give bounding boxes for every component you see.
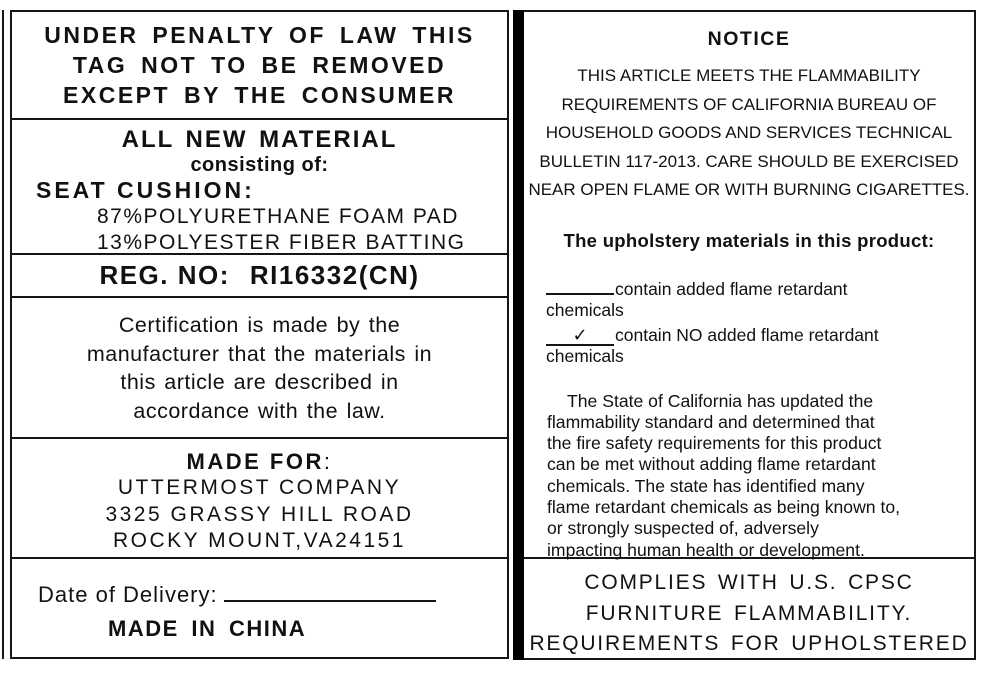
made-for-company: UTTERMOST COMPANY: [117, 476, 402, 499]
compliance-line-3: REQUIREMENTS FOR UPHOLSTERED: [529, 632, 969, 655]
made-for-colon: :: [323, 449, 333, 474]
material-title: ALL NEW MATERIAL: [121, 126, 398, 153]
state-line-5: chemicals. The state has identified many: [547, 475, 865, 496]
certification-line-4: accordance with the law.: [133, 398, 386, 423]
state-line-7: or strongly suspected of, adversely: [547, 518, 819, 539]
state-line-8: impacting human health or development.: [547, 539, 865, 560]
penalty-warning-section: [12, 12, 507, 118]
state-line-2: flammability standard and determined that: [547, 411, 875, 432]
material-composition-1: 87%POLYURETHANE FOAM PAD: [97, 205, 459, 228]
check-icon: ✓: [546, 325, 614, 346]
made-in-china-label: MADE IN CHINA: [108, 616, 307, 641]
notice-line-5: NEAR OPEN FLAME OR WITH BURNING CIGARETTES.: [528, 180, 970, 199]
date-of-delivery-label: Date of Delivery:: [38, 582, 218, 607]
left-edge-line: [2, 10, 4, 659]
certification-line-2: manufacturer that the materials in: [86, 341, 433, 366]
state-of-california-paragraph: [524, 391, 974, 561]
material-section: [12, 118, 507, 253]
notice-line-1: THIS ARTICLE MEETS THE FLAMMABILITY: [577, 66, 921, 85]
notice-paragraph: [524, 62, 974, 205]
state-line-6: flame retardant chemicals as being known to,: [547, 496, 901, 517]
registration-section: [12, 253, 507, 296]
compliance-section: [524, 557, 974, 660]
date-of-delivery-row: [12, 580, 507, 609]
certification-line-1: Certification is made by the: [118, 313, 401, 337]
date-blank-line: [224, 580, 436, 602]
notice-section: [524, 12, 974, 560]
state-line-3: the fire safety requirements for this product: [547, 433, 882, 454]
option-text-continued: chemicals: [546, 300, 624, 320]
notice-line-2: REQUIREMENTS OF CALIFORNIA BUREAU OF: [561, 94, 937, 114]
made-for-title: [12, 448, 507, 475]
made-for-street: 3325 GRASSY HILL ROAD: [105, 502, 414, 526]
left-column: [10, 10, 509, 659]
material-part-name: SEAT CUSHION:: [36, 177, 255, 203]
penalty-line-3: EXCEPT BY THE CONSUMER: [63, 82, 456, 108]
made-for-city: ROCKY MOUNT,VA24151: [113, 529, 406, 552]
material-subtitle: consisting of:: [190, 154, 329, 176]
notice-title: NOTICE: [707, 28, 791, 50]
penalty-line-1: UNDER PENALTY OF LAW THIS: [44, 22, 475, 48]
option-row: [546, 274, 974, 301]
delivery-section: [12, 557, 507, 657]
registration-label: REG. NO:: [99, 260, 230, 290]
compliance-line-1: COMPLIES WITH U.S. CPSC: [584, 571, 914, 594]
notice-line-3: HOUSEHOLD GOODS AND SERVICES TECHNICAL: [545, 123, 953, 142]
right-column: [524, 10, 976, 660]
option-contain-retardant: [546, 274, 974, 322]
option-row: [546, 325, 974, 347]
option-blank-line: [546, 274, 614, 295]
material-composition-2: 13%POLYESTER FIBER BATTING: [97, 231, 466, 253]
state-line-1: The State of California has updated the: [567, 390, 874, 411]
registration-number: RI16332(CN): [249, 260, 420, 290]
option-text-continued: chemicals: [546, 346, 624, 366]
option-text: contain added flame retardant: [615, 278, 848, 299]
option-text: contain NO added flame retardant: [615, 324, 879, 345]
upholstery-options: [524, 274, 974, 368]
column-divider-bar: [513, 10, 524, 660]
certification-line-3: this article are described in: [120, 370, 399, 394]
notice-line-4: BULLETIN 117-2013. CARE SHOULD BE EXERCISED: [539, 151, 959, 171]
made-for-section: [12, 437, 507, 557]
state-line-4: can be met without adding flame retardant: [547, 454, 876, 475]
penalty-line-2: TAG NOT TO BE REMOVED: [72, 52, 447, 78]
compliance-line-2: FURNITURE FLAMMABILITY.: [585, 601, 913, 625]
option-no-retardant: [546, 325, 974, 368]
upholstery-heading: The upholstery materials in this product:: [563, 229, 935, 251]
certification-section: [12, 296, 507, 437]
made-for-label: MADE FOR: [186, 449, 324, 474]
